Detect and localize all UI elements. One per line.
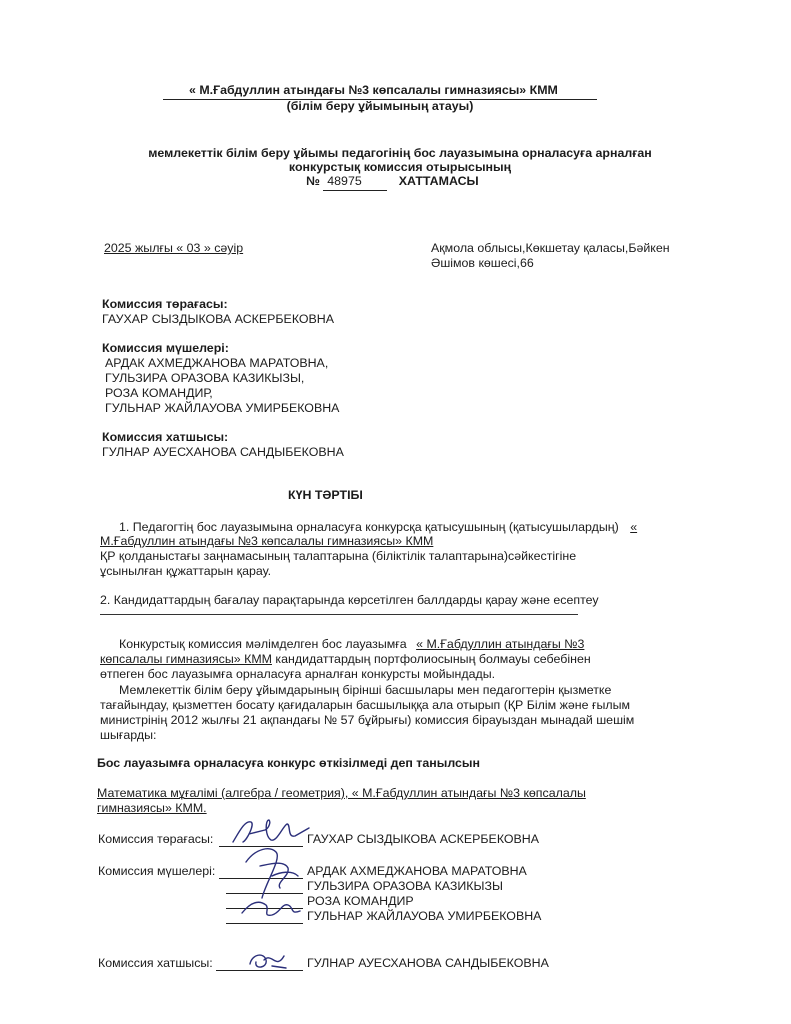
member-signature-2-icon [236, 893, 306, 923]
paragraph-1-line-2 [100, 652, 591, 668]
paragraph-2-line-2: тағайындау, қызметтен босату қағидаларын басшылыққа ала отырып (ҚР Білім және ғылым [100, 698, 631, 712]
sig-members-label: Комиссия мүшелері: [98, 864, 216, 878]
protocol-prefix: № [306, 174, 320, 188]
protocol-line [306, 174, 479, 191]
title-line-1: мемлекеттік білім беру ұйымы педагогінің бос лауазымына орналасуға арналған [148, 146, 652, 160]
org-name-text: « М.Ғабдуллин атындағы №3 көпсалалы гимназиясы» КММ [189, 83, 558, 97]
paragraph-2-line-1: Мемлекеттік білім беру ұйымдарының бірінші басшылары мен педагогтерін қызметке [119, 683, 612, 697]
org-name [163, 83, 597, 100]
paragraph-1-line-3: өтпеген бос лауазымға орналасуға арналған конкурсты мойындады. [100, 667, 496, 681]
paragraph-1-text-a: Конкурстық комиссия мәлімделген бос лауазымға [119, 637, 407, 651]
paragraph-2-line-3: министрінің 2012 жылғы 21 ақпандағы № 57 бұйрығы) комиссия бірауыздан мынадай шешім [100, 713, 635, 727]
org-caption: (білім беру ұйымының атауы) [286, 99, 474, 113]
sig-member-4-line [226, 923, 303, 924]
sig-chair-name: ГАУХАР СЫЗДЫКОВА АСКЕРБЕКОВНА [307, 832, 540, 846]
agenda-divider [100, 614, 578, 615]
agenda-item-1-line-3: ҚР қолданыстағы заңнамасының талаптарына (біліктілік талаптарына)сәйкестігіне [100, 549, 577, 563]
protocol-date: 2025 жылғы « 03 » сәуір [104, 241, 244, 255]
sig-member-3-name: РОЗА КОМАНДИР [307, 894, 414, 908]
secretary-name: ГУЛНАР АУЕСХАНОВА САНДЫБЕКОВНА [102, 445, 344, 459]
agenda-item-1-line-4: ұсынылған құжаттарын қарау. [100, 564, 272, 578]
agenda-item-2: 2. Кандидаттардың бағалау парақтарында көрсетілген баллдарды қарау және есептеу [100, 593, 599, 607]
sig-secretary-name: ГУЛНАР АУЕСХАНОВА САНДЫБЕКОВНА [307, 956, 549, 970]
paragraph-1-org-b: көпсалалы гимназиясы» КММ [100, 652, 272, 666]
paragraph-2-line-4: шығарды: [100, 728, 157, 742]
protocol-number: 48975 [323, 174, 387, 191]
position-line-1: Математика мұғалімі (алгебра / геометрия), « М.Ғабдуллин атындағы №3 көпсалалы [97, 786, 586, 800]
paragraph-1-line-1 [119, 637, 584, 653]
chair-label: Комиссия төрағасы: [102, 297, 228, 311]
paragraph-1-text-b: кандидаттардың портфолиосының болмауы себебінен [271, 652, 591, 666]
secretary-signature-icon [242, 946, 292, 976]
chair-name: ГАУХАР СЫЗДЫКОВА АСКЕРБЕКОВНА [102, 312, 335, 326]
address-line-1: Ақмола облысы,Көкшетау қаласы,Бәйкен [431, 241, 670, 255]
address-line-2: Әшімов көшесі,66 [431, 256, 534, 270]
decision-text: Бос лауазымға орналасуға конкурс өткізілмеді деп танылсын [97, 756, 480, 770]
agenda-item-1-org: М.Ғабдуллин атындағы №3 көпсалалы гимназиясы» КММ [100, 534, 434, 548]
sig-member-1-name: АРДАК АХМЕДЖАНОВА МАРАТОВНА [307, 864, 527, 878]
sig-member-4-name: ГУЛЬНАР ЖАЙЛАУОВА УМИРБЕКОВНА [307, 909, 542, 923]
position-line-2: гимназиясы» КММ. [97, 801, 207, 815]
agenda-item-1-text: 1. Педагогтің бос лауазымына орналасуға конкурсқа қатысушының (қатысушылардың) [119, 520, 619, 534]
members-label: Комиссия мүшелері: [102, 341, 229, 355]
member-3: РОЗА КОМАНДИР, [105, 386, 213, 400]
sig-secretary-label: Комиссия хатшысы: [98, 956, 213, 970]
paragraph-1-org-a: « М.Ғабдуллин атындағы №3 [416, 637, 585, 651]
protocol-word: ХАТТАМАСЫ [398, 174, 479, 188]
member-2: ГУЛЬЗИРА ОРАЗОВА КАЗИКЫЗЫ, [105, 371, 305, 385]
member-4: ГУЛЬНАР ЖАЙЛАУОВА УМИРБЕКОВНА [105, 401, 340, 415]
member-1: АРДАК АХМЕДЖАНОВА МАРАТОВНА, [105, 356, 329, 370]
title-line-2: конкурстық комиссия отырысының [288, 160, 512, 174]
secretary-label: Комиссия хатшысы: [102, 430, 229, 444]
agenda-title: КҮН ТӘРТІБІ [288, 488, 363, 502]
sig-member-2-name: ГУЛЬЗИРА ОРАЗОВА КАЗИКЫЗЫ [307, 879, 503, 893]
agenda-item-1-org-open: « [630, 520, 638, 534]
sig-chair-label: Комиссия төрағасы: [98, 832, 214, 846]
